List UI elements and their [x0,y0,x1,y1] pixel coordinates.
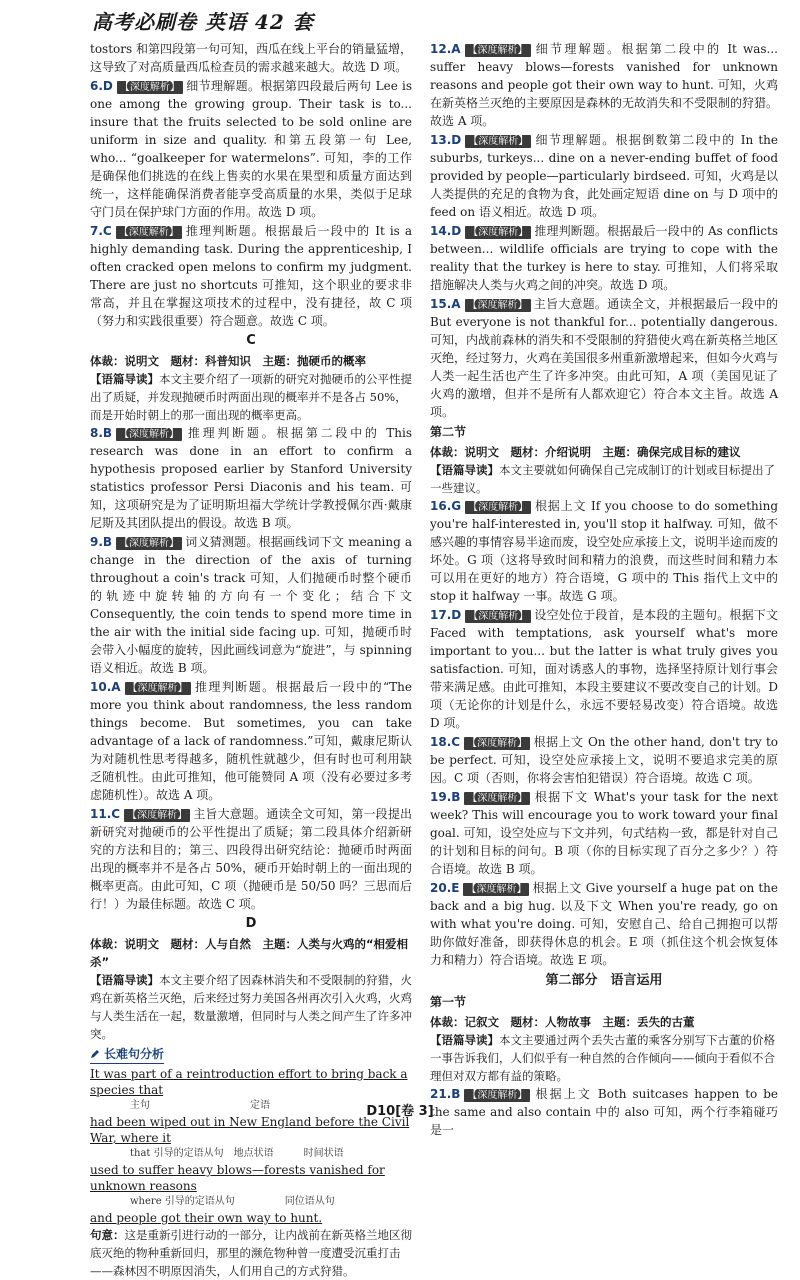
part-title: 第二部分 语言运用 [545,973,663,988]
answer-item: 9.B 【深度解析】 词义猜测题。根据画线词下文 meaning a change in the direction of the axis of turning throughout a coin's track 可知，人们抛硬币时整个硬币的轨迹中旋转轴的方向有一个变化；结合下文 Consequently, the coin tends to spend more time in the air with the initial side facing up. 可知，抛硬币时会带入小幅度的旋转，因此画线词意为“旋进”，与 spinning 语义相近。故选 B 项。 [90,535,412,675]
answer-item: 17.D 【深度解析】 设空处位于段首，是本段的主题句。根据下文 Faced with temptations, ask yourself what's more important to you... but the latter is what truly gives you satisfaction. 可知，面对诱惑人的事物，选择坚持原计划行事会带来满足感。由此可推知，本段主要建议不要改变自己的计划。D 项（无论你的计划是什么，永远不要轻易改变）符合语境。故选 D 项。 [430,608,778,730]
section-meta: 体裁：记叙文 题材：人物故事 主题：丢失的古董 [430,1015,695,1029]
answer-item: 21.B 【深度解析】 根据上文 Both suitcases happen to be the same and also contain 中的 also 可知，两个行李箱碰巧是一 [430,1087,778,1137]
section-letter-c: C [246,333,256,348]
section-heading: 第二节 [430,425,467,439]
intro-paragraph: tostors 和第四段第一句可知，西瓜在线上平台的销量猛增，这导致了对高质量西瓜检查员的需求越来越大。故选 D 项。 [90,42,412,74]
analysis-label: 主句 定语 [130,1100,270,1111]
reading-guide: 【语篇导读】本文主要通过两个丢失古董的乘客分别写下古董的价格一事告诉我们，人们似乎有一种自然的合作倾向——倾向于看似不合理但对双方都有益的策略。 [430,1033,775,1083]
sentence-analysis [90,1066,412,1226]
pen-icon [90,1049,100,1059]
analysis-line: It was part of a reintroduction effort to bring back a species that [90,1067,408,1097]
answer-item: 11.C 【深度解析】 主旨大意题。通读全文可知，第一段提出新研究对抛硬币的公平性提出了质疑；第二段具体介绍新研究的方法和目的；第三、四段得出研究结论：抛硬币时两面出现的概率并不是各占 50%，硬币开始时朝上的一面出现的概率更高。由此可知，C 项（抛硬币是 50/50 吗？三思而后行！）为最佳标题。故选 C 项。 [90,807,412,911]
section-letter-d: D [245,916,257,931]
answer-item: 7.C 【深度解析】 推理判断题。根据最后一段中的 It is a highly demanding task. During the apprenticeship, I often cracked open melons to confirm my judgment. There are just no shortcuts 可推知，这个职业的要求非常高，并且在掌握这项技术的过程中，没有捷径，故 C 项（努力和实践很重要）符合题意。故选 C 项。 [90,224,412,328]
answer-item: 18.C 【深度解析】 根据上文 On the other hand, don't try to be perfect. 可知，设空处应承接上文，说明不要追求完美的原因。C 项（否则，你将会害怕犯错误）符合语境。故选 C 项。 [430,735,778,785]
answer-item: 12.A 【深度解析】 细节理解题。根据第二段中的 It was... suffer heavy blows—forests vanished for unknown reasons and people got their own way to hunt. 可知，火鸡在新英格兰灭绝的主要原因是森林的无故消失和不受限制的狩猎。故选 A 项。 [430,42,779,128]
analysis-line: used to suffer heavy blows—forests vanished for unknown reasons [90,1163,385,1193]
section-meta: 体裁：说明文 题材：人与自然 主题：人类与火鸡的“相爱相杀” [90,937,409,969]
analysis-label: where 引导的定语从句 同位语从句 [130,1196,335,1207]
analysis-label: that 引导的定语从句 地点状语 时间状语 [130,1148,344,1159]
analysis-line: had been wiped out in New England before the Civil War, where it [90,1115,410,1145]
long-sentence-heading: 长难句分析 [90,1045,164,1064]
answer-item: 19.B 【深度解析】 根据下文 What's your task for the next week? This will encourage you to work toward your final goal. 可知，设空处应与下文并列，句式结构一致，都是针对自己的计划和目标的问句。B 项（你的目标实现了百分之多少？）符合语境。故选 B 项。 [430,790,778,876]
sentence-meaning: 句意：这是重新引进行动的一部分，让内战前在新英格兰地区彻底灭绝的物种重新回归，那里的濒危物种曾一度遭受沉重打击——森林因不明原因消失，人们用自己的方式狩猎。 [90,1228,412,1278]
right-column [430,40,778,1140]
page-header-title: 高考必刷卷 英语 42 套 [92,10,314,34]
answer-item: 13.D 【深度解析】 细节理解题。根据倒数第二段中的 In the suburbs, turkeys... dine on a never-ending buffet of food provided by people—particularly birdseed. 可知，火鸡是以人类提供的充足的食物为食，此处画定短语 dine on 与 D 项中的 feed on 语义相近。故选 D 项。 [430,133,778,219]
section-meta: 体裁：说明文 题材：科普知识 主题：抛硬币的概率 [90,354,366,368]
answer-item: 14.D 【深度解析】 推理判断题。根据最后一段中的 As conflicts between... wildlife officials are trying to cope with the reality that the turkey is here to stay. 可推知，人们将采取措施解决人类与火鸡之间的冲突。故选 D 项。 [430,224,778,292]
page-number: D10[卷 3] [366,1104,434,1119]
analysis-line: and people got their own way to hunt. [90,1211,323,1225]
answer-item: 8.B 【深度解析】 推理判断题。根据第二段中的 This research was done in an effort to confirm a hypothesis proposed earlier by Stanford University statistics professor Persi Diaconis and his team. 可知，这项研究是为了证明斯坦福大学统计学教授佩尔西·戴康尼斯及其团队提出的假设。故选 B 项。 [90,426,412,530]
answer-item: 6.D 【深度解析】 细节理解题。根据第四段最后两句 Lee is one among the growing group. Their task is to... insure that the fruits selected to be sold online are uniform in size and quality. 和第五段第一句 Lee, who... “goalkeeper for watermelons”. 可知，李的工作是确保他们挑选的在线上售卖的水果在果型和质量方面达到统一，这样能确保消费者能享受高质量的水果，类似于足球守门员在保护球门方面的作用。故选 D 项。 [90,79,412,219]
answer-item: 10.A 【深度解析】 推理判断题。根据最后一段中的“The more you think about randomness, the less random things become. But sometimes, you can take advantage of a lack of randomness.”可知，戴康尼斯认为对随机性思考得越多，随机性就越少，但有时也可利用缺乏随机性。由此可推知，他可能赞同 A 项（没有必要过多考虑随机性）。故选 A 项。 [90,680,412,802]
section-meta: 体裁：说明文 题材：介绍说明 主题：确保完成目标的建议 [430,445,741,459]
section-heading: 第一节 [430,995,467,1009]
reading-guide: 【语篇导读】本文主要介绍了因森林消失和不受限制的狩猎，火鸡在新英格兰灭绝，后来经过努力美国各州再次引入火鸡，火鸡与人类生活在一起，数量激增，但同时与人类之间产生了许多冲突。 [90,973,412,1041]
reading-guide: 【语篇导读】本文主要就如何确保自己完成制订的计划或目标提出了一些建议。 [430,463,775,495]
answer-item: 15.A 【深度解析】 主旨大意题。通读全文，并根据最后一段中的 But everyone is not thankful for... potentially dangerous. 可知，内战前森林的消失和不受限制的狩猎使火鸡在新英格兰地区灭绝，经过努力，火鸡在美国很多州重新激增起来，但如今火鸡与人类一起生活也产生了许多冲突。由此可知，A 项（美国见证了火鸡的激增，但并不是所有人都欢迎它）符合本文主旨。故选 A 项。 [430,297,779,419]
left-column [90,40,412,1280]
answer-item: 16.G 【深度解析】 根据上文 If you choose to do something you're half-interested in, you'll stop it halfway. 可知，做不感兴趣的事情容易半途而废，设空处应承接上文，说明半途而废的坏处。G 项（这将导致时间和精力的浪费，而这些时间和精力本可以用在更好的地方）符合语境，G 项中的 This 指代上文中的 stop it halfway 一事。故选 G 项。 [430,499,779,603]
answer-item: 20.E 【深度解析】 根据上文 Give yourself a huge pat on the back and a big hug. 以及下文 When you're ready, go on with what you're doing. 可知，安慰自己、给自己拥抱可以帮助你做好准备，即获得休息的机会。E 项（抓住这个机会恢复体力和精力）符合语境。故选 E 项。 [430,881,778,967]
reading-guide: 【语篇导读】本文主要介绍了一项新的研究对抛硬币的公平性提出了质疑，并发现抛硬币时两面出现的概率并不是各占 50%，而是开始时朝上的那一面出现的概率更高。 [90,372,412,422]
